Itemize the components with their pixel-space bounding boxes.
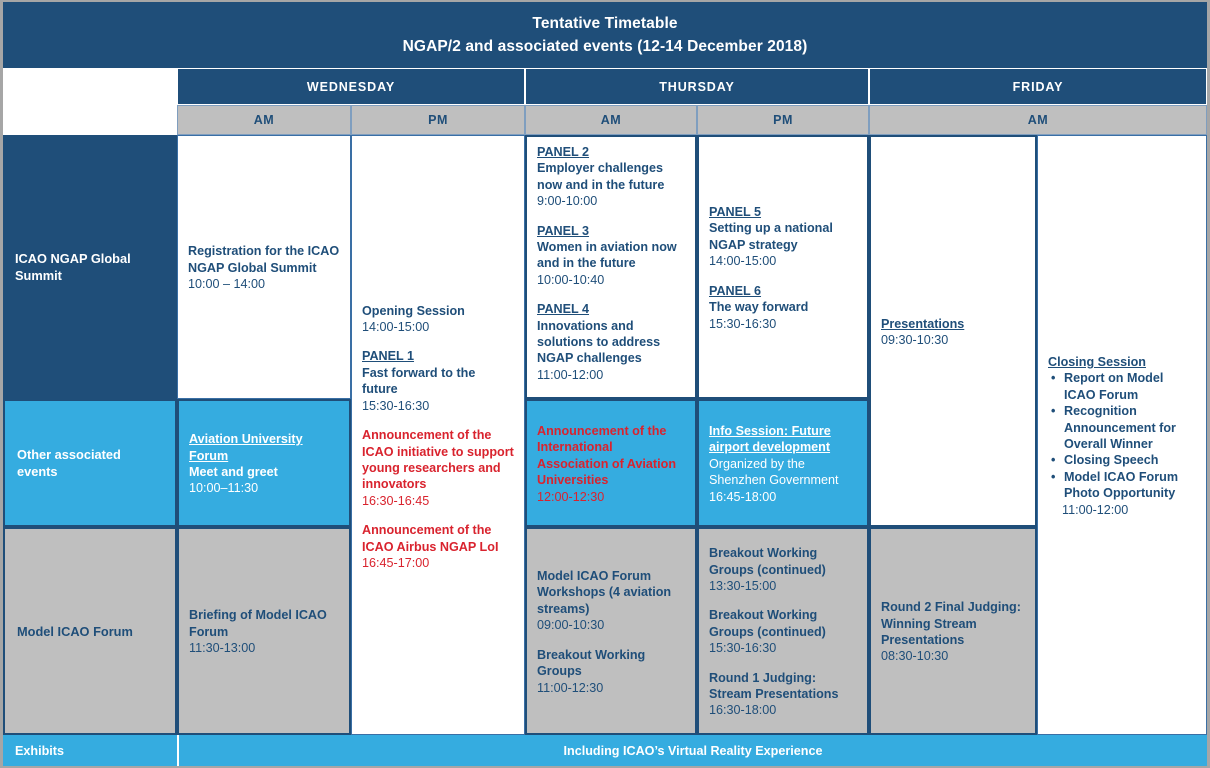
event-title[interactable]: PANEL 2 xyxy=(537,145,590,159)
event-title[interactable]: Aviation University Forum xyxy=(189,432,303,463)
event-time: 10:00–11:30 xyxy=(189,481,259,496)
period-thursday-am: AM xyxy=(525,105,697,135)
event-title: Announcement of the ICAO Airbus NGAP LoI xyxy=(362,523,499,554)
cell-wednesday-am-other xyxy=(177,399,351,527)
cell-friday-model xyxy=(869,527,1037,735)
event-block xyxy=(537,144,685,210)
cell-friday-presentations xyxy=(869,135,1037,527)
event-block xyxy=(362,427,514,509)
event-block xyxy=(362,348,514,414)
event-block xyxy=(1048,354,1196,518)
list-item: • Report on Model ICAO Forum xyxy=(1062,370,1196,403)
event-block xyxy=(188,243,340,292)
event-time: 11:00-12:00 xyxy=(537,367,604,382)
event-time: 15:30-16:30 xyxy=(709,316,777,331)
page-title xyxy=(3,2,1207,68)
event-block xyxy=(709,607,857,656)
event-block xyxy=(537,423,685,505)
period-wednesday-pm: PM xyxy=(351,105,525,135)
event-time: 13:30-15:00 xyxy=(709,578,777,593)
event-organizer: Organized by the Shenzhen Government xyxy=(709,456,839,488)
event-subtitle: Employer challenges now and in the future xyxy=(537,161,665,192)
event-title[interactable]: Info Session: Future airport development xyxy=(709,423,831,455)
event-title[interactable]: PANEL 4 xyxy=(537,302,590,317)
event-title: Opening Session xyxy=(362,303,465,318)
event-title: Round 1 Judging: Stream Presentations xyxy=(709,670,839,702)
row-label-icao-ngap-global-summit: ICAO NGAP Global Summit xyxy=(3,135,177,399)
event-block xyxy=(881,316,1025,349)
event-title[interactable]: Closing Session xyxy=(1048,354,1146,369)
event-block xyxy=(709,204,857,270)
event-title: Breakout Working Groups (continued) xyxy=(709,608,826,639)
event-block xyxy=(537,568,685,634)
event-title: Announcement of the ICAO initiative to support young researchers and innovators xyxy=(362,428,514,492)
event-time: 16:30-16:45 xyxy=(362,493,430,508)
event-time: 08:30-10:30 xyxy=(881,649,949,664)
event-title[interactable]: PANEL 5 xyxy=(709,205,762,220)
day-header-wednesday: WEDNESDAY xyxy=(177,68,525,105)
title-line-2: NGAP/2 and associated events (12-14 December 2018) xyxy=(402,38,808,55)
event-block xyxy=(362,303,514,336)
cell-thursday-pm-model xyxy=(697,527,869,735)
cell-thursday-am-other xyxy=(525,399,697,527)
period-friday-am: AM xyxy=(869,105,1207,135)
event-time: 14:00-15:00 xyxy=(709,254,777,269)
event-title: Registration for the ICAO NGAP Global Summit xyxy=(188,244,340,275)
period-thursday-pm: PM xyxy=(697,105,869,135)
event-time: 10:00-10:40 xyxy=(537,272,605,287)
event-title: Model ICAO Forum Workshops (4 aviation streams) xyxy=(537,569,672,616)
row-label-exhibits: Exhibits xyxy=(3,735,177,766)
event-block xyxy=(709,670,857,719)
event-time: 12:00-12:30 xyxy=(537,489,605,504)
event-block xyxy=(881,599,1025,665)
period-wednesday-am: AM xyxy=(177,105,351,135)
list-item: • Closing Speech xyxy=(1062,452,1196,468)
event-subtitle: Setting up a national NGAP strategy xyxy=(709,221,833,252)
event-block xyxy=(709,283,857,332)
closing-session-bullet-list xyxy=(1048,370,1196,501)
event-time: 16:30-18:00 xyxy=(709,703,777,718)
event-block xyxy=(362,522,514,571)
event-block xyxy=(189,607,339,656)
cell-thursday-pm-summit xyxy=(697,135,869,399)
row-label-other-associated-events: Other associated events xyxy=(3,399,177,527)
event-subtitle: The way forward xyxy=(709,300,809,315)
event-time: 11:00-12:30 xyxy=(537,680,604,695)
event-title: Round 2 Final Judging: Winning Stream Presentations xyxy=(881,600,1021,647)
cell-thursday-am-model xyxy=(525,527,697,735)
list-item: • Model ICAO Forum Photo Opportunity xyxy=(1062,469,1196,502)
event-block xyxy=(189,431,339,497)
event-subtitle: Innovations and solutions to address NGAP challenges xyxy=(537,318,661,366)
event-block xyxy=(537,647,685,696)
event-time: 11:00-12:00 xyxy=(1062,502,1129,517)
row-label-model-icao-forum: Model ICAO Forum xyxy=(3,527,177,735)
event-subtitle: Women in aviation now and in the future xyxy=(537,240,677,271)
list-item: • Recognition Announcement for Overall Winner xyxy=(1062,403,1196,452)
cell-wednesday-pm xyxy=(351,135,525,735)
event-time: 11:30-13:00 xyxy=(189,641,256,656)
event-time: 16:45-18:00 xyxy=(709,489,777,504)
exhibits-value: Including ICAO’s Virtual Reality Experience xyxy=(177,735,1207,766)
cell-thursday-pm-other xyxy=(697,399,869,527)
event-title: Breakout Working Groups (continued) xyxy=(709,546,826,577)
event-title[interactable]: PANEL 6 xyxy=(709,283,762,298)
event-title: Breakout Working Groups xyxy=(537,647,646,679)
event-block xyxy=(709,423,857,505)
event-time: 15:30-16:30 xyxy=(362,398,430,413)
cell-thursday-am-summit xyxy=(525,135,697,399)
event-time: 9:00-10:00 xyxy=(537,194,598,209)
event-time: 14:00-15:00 xyxy=(362,320,430,335)
event-subtitle: Meet and greet xyxy=(189,465,278,479)
event-title[interactable]: PANEL 1 xyxy=(362,349,415,364)
event-time: 09:30-10:30 xyxy=(881,333,949,347)
day-header-friday: FRIDAY xyxy=(869,68,1207,105)
event-title[interactable]: PANEL 3 xyxy=(537,223,590,238)
event-title[interactable]: Presentations xyxy=(881,316,965,331)
cell-friday-closing-session xyxy=(1037,135,1207,735)
event-block xyxy=(709,545,857,594)
event-time: 10:00 – 14:00 xyxy=(188,277,266,292)
event-subtitle: Fast forward to the future xyxy=(362,365,476,397)
event-time: 15:30-16:30 xyxy=(709,641,777,656)
timetable-page xyxy=(3,2,1207,766)
event-title: Briefing of Model ICAO Forum xyxy=(189,608,327,639)
event-title: Announcement of the International Association of Aviation Universities xyxy=(537,423,677,488)
event-block xyxy=(537,223,685,289)
event-time: 09:00-10:30 xyxy=(537,618,605,633)
event-time: 16:45-17:00 xyxy=(362,555,430,570)
title-line-1: Tentative Timetable xyxy=(532,15,678,32)
day-header-thursday: THURSDAY xyxy=(525,68,869,105)
event-block xyxy=(537,301,685,383)
cell-wednesday-am-model xyxy=(177,527,351,735)
cell-wednesday-am-summit xyxy=(177,135,351,399)
